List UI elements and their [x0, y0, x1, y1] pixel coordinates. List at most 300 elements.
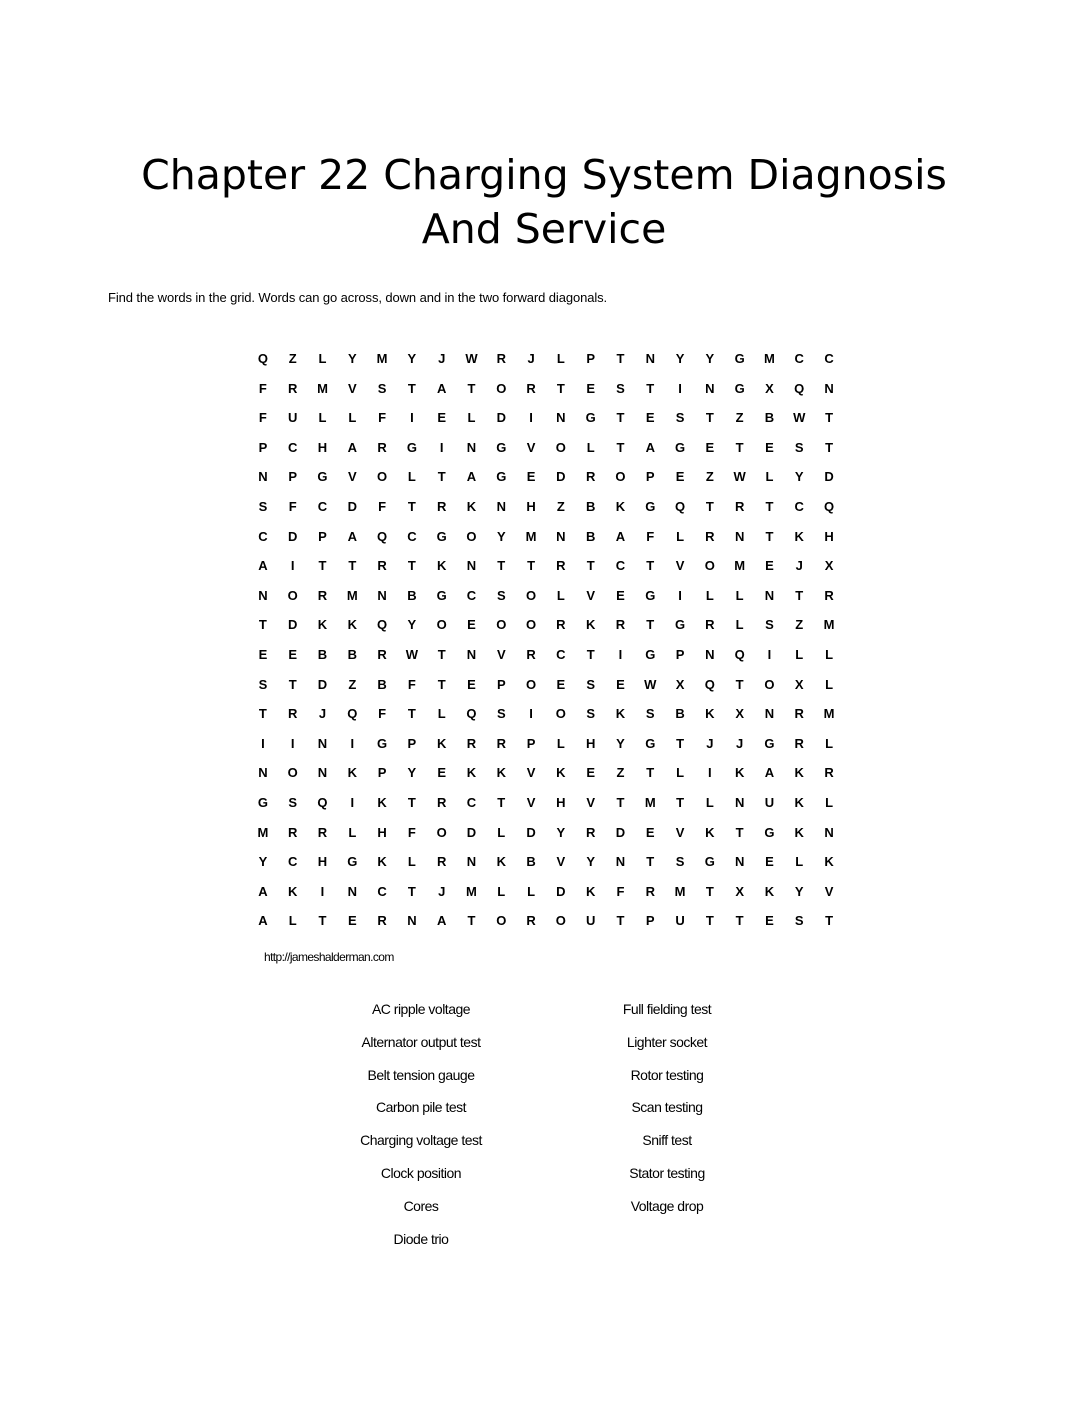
- grid-cell: E: [556, 676, 566, 692]
- grid-cell: N: [734, 528, 745, 544]
- grid-cell: E: [437, 410, 447, 426]
- grid-cell: R: [466, 735, 477, 751]
- grid-cell: J: [438, 883, 446, 899]
- grid-cell: V: [586, 587, 595, 603]
- grid-cell: P: [526, 735, 536, 751]
- grid-cell: O: [526, 587, 537, 603]
- grid-cell: J: [706, 735, 714, 751]
- grid-cell: M: [644, 794, 656, 810]
- grid-cell: Y: [705, 351, 715, 366]
- grid-cell: N: [407, 913, 417, 929]
- grid-cell: T: [497, 794, 506, 810]
- grid-cell: Q: [317, 794, 328, 810]
- grid-cell: N: [347, 883, 357, 899]
- grid-cell: R: [496, 351, 506, 366]
- grid-cell: L: [556, 587, 565, 603]
- grid-cell: K: [347, 765, 357, 781]
- grid-cell: E: [705, 439, 715, 455]
- grid-cell: I: [678, 380, 682, 396]
- grid-cell: A: [466, 469, 477, 485]
- grid-cell: T: [318, 558, 327, 574]
- grid-cell: S: [675, 410, 685, 426]
- word-list-item: Stator testing: [629, 1164, 705, 1181]
- grid-cell: K: [615, 498, 626, 514]
- grid-cell: Y: [556, 824, 566, 840]
- grid-cell: M: [525, 528, 537, 544]
- grid-cell: K: [288, 883, 298, 899]
- grid-cell: B: [526, 854, 536, 870]
- grid-cell: Q: [823, 498, 835, 514]
- grid-cell: V: [526, 765, 536, 781]
- word-list-item: Cores: [403, 1197, 439, 1214]
- grid-cell: Q: [704, 676, 715, 692]
- grid-cell: T: [705, 410, 714, 426]
- grid-cell: T: [616, 794, 625, 810]
- grid-cell: T: [467, 913, 476, 929]
- grid-cell: L: [735, 587, 744, 603]
- grid-cell: G: [764, 824, 775, 840]
- grid-cell: T: [735, 439, 744, 455]
- grid-cell: N: [705, 380, 715, 396]
- grid-cell: F: [258, 410, 267, 426]
- grid-cell: O: [496, 913, 507, 929]
- grid-cell: L: [765, 469, 774, 485]
- grid-cell: R: [377, 558, 387, 574]
- word-list-item: Full fielding test: [622, 1001, 712, 1017]
- grid-cell: F: [407, 824, 416, 840]
- grid-cell: N: [734, 854, 745, 870]
- grid-cell: O: [555, 439, 566, 455]
- grid-cell: T: [437, 646, 446, 662]
- grid-cell: R: [288, 706, 298, 722]
- grid-cell: R: [436, 794, 447, 810]
- grid-cell: T: [407, 498, 416, 514]
- grid-cell: G: [704, 854, 715, 870]
- grid-cell: N: [317, 765, 328, 781]
- grid-cell: K: [377, 794, 387, 810]
- grid-cell: T: [705, 883, 714, 899]
- grid-cell: S: [645, 706, 655, 722]
- grid-cell: S: [258, 498, 268, 514]
- grid-cell: S: [794, 913, 804, 929]
- grid-cell: R: [615, 617, 626, 633]
- grid-cell: E: [645, 410, 655, 426]
- grid-cell: Q: [257, 351, 268, 366]
- grid-cell: E: [765, 558, 774, 574]
- grid-cell: Q: [794, 380, 805, 396]
- word-list-item: Alternator output test: [361, 1033, 481, 1050]
- grid-cell: G: [496, 469, 507, 485]
- grid-cell: P: [258, 439, 268, 455]
- grid-cell: V: [586, 794, 595, 810]
- grid-cell: T: [825, 439, 834, 455]
- grid-cell: G: [645, 646, 656, 662]
- grid-cell: E: [467, 617, 476, 633]
- grid-cell: T: [556, 380, 565, 396]
- grid-cell: B: [377, 676, 387, 692]
- grid-cell: M: [823, 706, 835, 722]
- grid-cell: A: [258, 558, 268, 574]
- grid-cell: Z: [348, 676, 357, 692]
- grid-cell: O: [615, 469, 626, 485]
- grid-cell: V: [824, 883, 834, 899]
- grid-cell: B: [764, 410, 775, 426]
- grid-cell: N: [258, 765, 268, 781]
- grid-cell: B: [317, 646, 328, 662]
- grid-cell: S: [675, 854, 685, 870]
- grid-cell: F: [646, 528, 655, 544]
- grid-cell: I: [320, 883, 325, 899]
- grid-cell: C: [466, 587, 477, 603]
- grid-cell: P: [377, 765, 387, 781]
- grid-cell: F: [258, 380, 267, 396]
- grid-cell: N: [824, 380, 834, 396]
- grid-cell: R: [585, 469, 596, 485]
- grid-cell: V: [526, 794, 536, 810]
- grid-cell: B: [585, 528, 596, 544]
- grid-cell: I: [767, 646, 772, 662]
- grid-cell: W: [405, 646, 419, 662]
- grid-cell: K: [556, 765, 566, 781]
- grid-cell: V: [496, 646, 506, 662]
- grid-cell: T: [795, 587, 804, 603]
- grid-cell: N: [556, 528, 566, 544]
- grid-cell: G: [436, 587, 447, 603]
- grid-cell: D: [466, 824, 477, 840]
- grid-cell: L: [735, 617, 744, 633]
- grid-cell: A: [615, 528, 626, 544]
- grid-cell: L: [825, 735, 834, 751]
- grid-cell: T: [288, 676, 297, 692]
- grid-cell: U: [675, 913, 685, 929]
- grid-cell: L: [288, 913, 297, 929]
- grid-cell: I: [261, 735, 265, 751]
- grid-cell: E: [586, 765, 595, 781]
- grid-cell: T: [676, 794, 685, 810]
- page-title: Chapter 22 Charging System Diagnosis And Service: [141, 151, 947, 253]
- grid-cell: K: [794, 528, 804, 544]
- grid-cell: F: [378, 498, 387, 514]
- grid-cell: R: [526, 913, 536, 929]
- grid-cell: N: [466, 646, 477, 662]
- grid-cell: C: [794, 498, 804, 514]
- grid-cell: C: [258, 528, 268, 544]
- grid-cell: P: [288, 469, 298, 485]
- grid-cell: V: [556, 854, 566, 870]
- grid-cell: I: [439, 439, 444, 455]
- grid-cell: R: [526, 380, 536, 396]
- grid-cell: L: [795, 646, 804, 662]
- word-list-item: Sniff test: [642, 1132, 692, 1149]
- grid-cell: P: [586, 351, 595, 366]
- grid-cell: R: [645, 883, 655, 899]
- grid-cell: H: [556, 794, 566, 810]
- grid-cell: O: [377, 469, 388, 485]
- grid-cell: N: [645, 351, 655, 366]
- grid-cell: L: [676, 765, 685, 781]
- grid-cell: D: [824, 469, 834, 485]
- grid-cell: E: [765, 854, 774, 870]
- grid-cell: E: [616, 676, 625, 692]
- grid-cell: L: [705, 587, 714, 603]
- grid-cell: R: [317, 824, 328, 840]
- grid-cell: G: [257, 794, 268, 810]
- grid-cell: C: [288, 439, 298, 455]
- grid-cell: Q: [734, 646, 745, 662]
- grid-cell: G: [496, 439, 507, 455]
- grid-cell: E: [645, 824, 655, 840]
- grid-cell: L: [407, 469, 416, 485]
- grid-cell: Q: [377, 528, 388, 544]
- grid-cell: U: [764, 794, 775, 810]
- word-list-item: Rotor testing: [630, 1066, 704, 1083]
- grid-cell: C: [288, 854, 298, 870]
- grid-cell: P: [407, 735, 417, 751]
- grid-cell: G: [645, 735, 656, 751]
- grid-cell: P: [318, 528, 327, 544]
- grid-cell: L: [586, 439, 595, 455]
- grid-cell: O: [466, 528, 477, 544]
- grid-cell: R: [824, 765, 834, 781]
- word-list-item: Clock position: [380, 1164, 462, 1181]
- grid-cell: D: [288, 617, 298, 633]
- grid-cell: Y: [675, 351, 685, 366]
- word-list-item: Lighter socket: [626, 1033, 708, 1050]
- grid-cell: V: [347, 469, 357, 485]
- grid-cell: M: [466, 883, 477, 899]
- grid-cell: T: [586, 558, 595, 574]
- grid-cell: G: [645, 498, 656, 514]
- grid-cell: J: [795, 558, 803, 574]
- grid-cell: E: [467, 676, 476, 692]
- word-list-item: Carbon pile test: [375, 1099, 467, 1116]
- grid-cell: N: [496, 498, 506, 514]
- grid-cell: R: [585, 824, 596, 840]
- grid-cell: V: [675, 558, 685, 574]
- grid-cell: N: [556, 410, 566, 426]
- grid-cell: O: [555, 913, 566, 929]
- grid-cell: R: [734, 498, 745, 514]
- grid-cell: T: [586, 646, 595, 662]
- grid-cell: S: [586, 676, 595, 692]
- grid-cell: L: [825, 646, 834, 662]
- grid-cell: K: [436, 735, 447, 751]
- grid-cell: K: [585, 617, 596, 633]
- grid-cell: S: [258, 676, 268, 692]
- grid-cell: N: [705, 646, 715, 662]
- grid-cell: L: [825, 676, 834, 692]
- grid-cell: N: [466, 439, 477, 455]
- grid-cell: O: [436, 617, 447, 633]
- grid-cell: L: [676, 528, 685, 544]
- grid-cell: L: [497, 824, 506, 840]
- grid-cell: V: [347, 380, 357, 396]
- grid-cell: T: [258, 706, 267, 722]
- grid-cell: G: [645, 587, 656, 603]
- grid-cell: Q: [377, 617, 388, 633]
- letter-grid: [248, 346, 844, 938]
- grid-cell: E: [616, 587, 625, 603]
- grid-cell: T: [407, 380, 416, 396]
- grid-cell: R: [377, 646, 387, 662]
- grid-cell: I: [678, 587, 682, 603]
- grid-cell: B: [347, 646, 357, 662]
- grid-cell: R: [317, 587, 328, 603]
- grid-cell: Y: [586, 854, 595, 870]
- grid-cell: C: [466, 794, 477, 810]
- grid-cell: A: [436, 913, 447, 929]
- grid-cell: H: [317, 439, 328, 455]
- grid-cell: A: [436, 380, 447, 396]
- grid-cell: Z: [735, 410, 744, 426]
- grid-cell: O: [287, 765, 298, 781]
- grid-cell: L: [556, 351, 565, 366]
- grid-cell: T: [765, 528, 774, 544]
- grid-cell: D: [526, 824, 536, 840]
- word-list-right: [557, 998, 777, 1228]
- grid-cell: G: [317, 469, 328, 485]
- grid-cell: Y: [496, 528, 506, 544]
- word-list-item: AC ripple voltage: [371, 1001, 471, 1017]
- grid-cell: T: [407, 883, 416, 899]
- grid-cell: T: [437, 469, 446, 485]
- grid-cell: H: [377, 824, 387, 840]
- grid-cell: G: [347, 854, 358, 870]
- grid-cell: U: [288, 410, 298, 426]
- grid-cell: O: [496, 380, 507, 396]
- grid-cell: T: [616, 351, 625, 366]
- grid-cell: B: [585, 498, 596, 514]
- grid-cell: X: [735, 706, 744, 722]
- grid-cell: T: [497, 558, 506, 574]
- grid-cell: H: [585, 735, 596, 751]
- grid-cell: O: [526, 676, 537, 692]
- grid-cell: T: [616, 913, 625, 929]
- grid-cell: K: [705, 706, 715, 722]
- grid-cell: S: [288, 794, 298, 810]
- grid-cell: R: [436, 854, 447, 870]
- grid-cell: I: [618, 646, 623, 662]
- grid-cell: E: [288, 646, 298, 662]
- grid-cell: B: [675, 706, 685, 722]
- grid-cell: T: [825, 410, 834, 426]
- grid-cell: T: [765, 498, 774, 514]
- grid-cell: K: [615, 706, 626, 722]
- grid-cell: G: [406, 439, 417, 455]
- grid-cell: L: [497, 883, 506, 899]
- grid-cell: L: [318, 410, 327, 426]
- grid-cell: N: [824, 824, 834, 840]
- grid-cell: K: [764, 883, 775, 899]
- grid-cell: V: [675, 824, 685, 840]
- grid-cell: B: [407, 587, 417, 603]
- grid-cell: T: [735, 824, 744, 840]
- grid-cell: I: [410, 410, 414, 426]
- grid-cell: A: [645, 439, 655, 455]
- word-list-item: Charging voltage test: [360, 1132, 482, 1149]
- grid-cell: T: [467, 380, 476, 396]
- grid-cell: R: [526, 646, 536, 662]
- grid-cell: M: [764, 351, 775, 366]
- grid-cell: A: [347, 439, 357, 455]
- grid-cell: K: [794, 794, 804, 810]
- grid-cell: N: [734, 794, 745, 810]
- grid-cell: C: [794, 351, 804, 366]
- grid-cell: K: [496, 765, 506, 781]
- grid-cell: K: [734, 765, 745, 781]
- grid-cell: T: [258, 617, 267, 633]
- grid-cell: T: [735, 913, 744, 929]
- grid-cell: T: [437, 676, 446, 692]
- grid-cell: S: [377, 380, 387, 396]
- grid-cell: R: [288, 380, 298, 396]
- grid-cell: T: [646, 617, 655, 633]
- grid-cell: L: [705, 794, 714, 810]
- grid-cell: A: [258, 883, 268, 899]
- grid-cell: G: [377, 735, 388, 751]
- grid-cell: R: [556, 617, 566, 633]
- grid-cell: D: [347, 498, 357, 514]
- grid-cell: G: [585, 410, 596, 426]
- grid-cell: E: [526, 469, 536, 485]
- grid-cell: R: [436, 498, 447, 514]
- grid-cell: L: [556, 735, 565, 751]
- grid-cell: R: [824, 587, 834, 603]
- grid-cell: D: [556, 469, 566, 485]
- word-list-item: Scan testing: [631, 1099, 703, 1116]
- grid-cell: I: [350, 794, 355, 810]
- grid-cell: N: [377, 587, 387, 603]
- grid-cell: Y: [407, 765, 417, 781]
- grid-cell: A: [764, 765, 775, 781]
- grid-cell: K: [466, 765, 477, 781]
- grid-cell: I: [529, 410, 533, 426]
- grid-cell: G: [734, 351, 745, 366]
- grid-cell: H: [317, 854, 328, 870]
- grid-cell: X: [824, 558, 834, 574]
- grid-cell: L: [407, 854, 416, 870]
- grid-cell: D: [288, 528, 298, 544]
- grid-cell: R: [794, 706, 804, 722]
- grid-cell: X: [794, 676, 804, 692]
- grid-cell: O: [526, 617, 537, 633]
- grid-cell: C: [556, 646, 566, 662]
- grid-cell: J: [527, 351, 535, 366]
- grid-cell: Y: [347, 351, 357, 366]
- grid-cell: G: [764, 735, 775, 751]
- grid-cell: G: [734, 380, 745, 396]
- grid-cell: K: [496, 854, 506, 870]
- grid-cell: K: [317, 617, 328, 633]
- grid-cell: E: [437, 765, 447, 781]
- grid-cell: T: [527, 558, 536, 574]
- grid-cell: K: [824, 854, 834, 870]
- grid-cell: C: [407, 528, 417, 544]
- grid-cell: T: [407, 706, 416, 722]
- grid-cell: N: [258, 469, 268, 485]
- grid-cell: L: [348, 824, 357, 840]
- grid-cell: Q: [674, 498, 686, 514]
- grid-cell: T: [348, 558, 357, 574]
- grid-cell: Z: [705, 469, 714, 485]
- grid-cell: P: [645, 469, 655, 485]
- grid-cell: C: [317, 498, 328, 514]
- grid-cell: P: [645, 913, 655, 929]
- grid-cell: E: [765, 439, 774, 455]
- grid-cell: K: [377, 854, 387, 870]
- grid-cell: O: [287, 587, 298, 603]
- grid-cell: P: [496, 676, 506, 692]
